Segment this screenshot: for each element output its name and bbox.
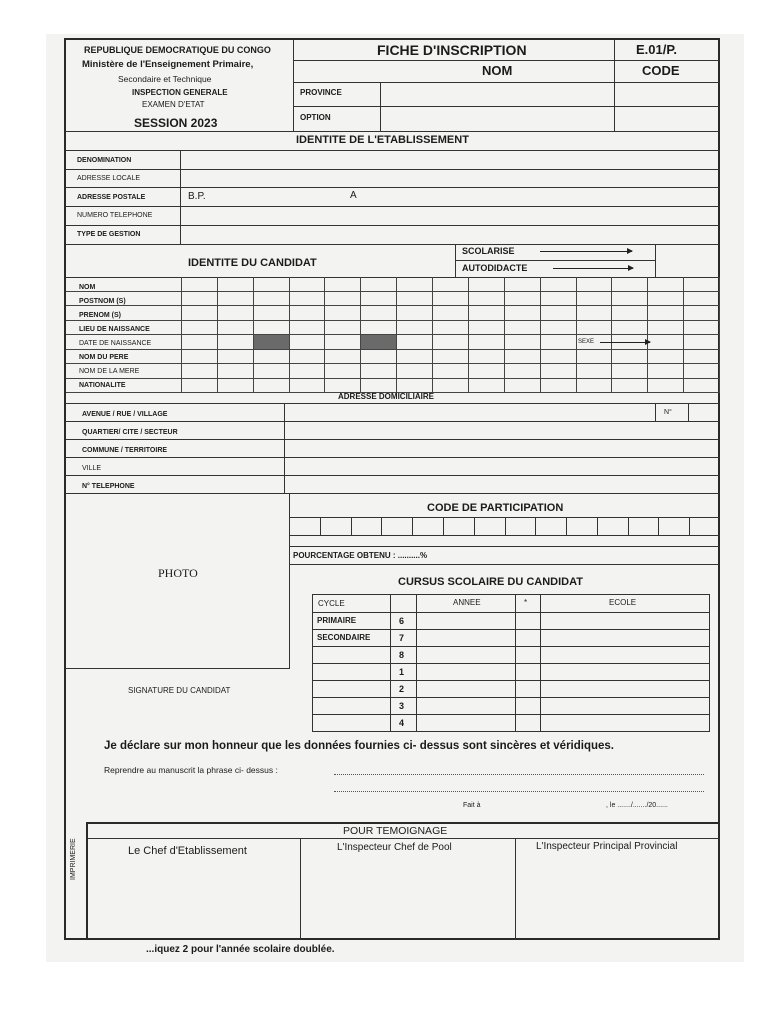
cand-label-pere: NOM DU PERE [79,354,129,361]
candidat-char-cell[interactable] [648,335,684,350]
candidat-char-cell[interactable] [325,321,361,336]
candidat-char-cell[interactable] [325,277,361,292]
candidat-char-cell[interactable] [361,335,397,350]
cursus-header-cycle: CYCLE [318,599,345,608]
candidat-char-cell[interactable] [218,306,254,321]
candidat-char-cell[interactable] [397,306,433,321]
adr-label-ville: VILLE [82,465,102,472]
candidat-char-cell[interactable] [254,364,290,379]
code-box-divider [351,518,352,536]
pourcentage-label: POURCENTAGE OBTENU : ..........% [293,551,428,560]
candidat-char-cell[interactable] [290,306,326,321]
candidat-char-cell[interactable] [325,364,361,379]
cursus-cycle-primaire: PRIMAIRE [317,616,357,625]
code-box-divider [412,518,413,536]
candidat-char-cell[interactable] [182,379,218,394]
code-participation-grid [289,517,720,536]
adr-label-telephone: N° TELEPHONE [82,483,135,490]
candidat-char-cell[interactable] [469,292,505,307]
candidat-char-cell[interactable] [505,277,541,292]
candidat-char-cell[interactable] [361,277,397,292]
option-label: OPTION [300,113,331,122]
candidat-char-cell[interactable] [361,321,397,336]
cursus-year-3: 3 [399,701,405,711]
candidat-char-cell[interactable] [684,364,720,379]
candidat-char-cell[interactable] [469,364,505,379]
cursus-year-4: 4 [399,718,405,728]
candidat-title: IDENTITE DU CANDIDAT [188,257,317,269]
cand-label-prenom: PRENOM (S) [79,312,121,319]
candidat-char-cell[interactable] [577,350,613,365]
code-box-divider [474,518,475,536]
candidat-char-cell[interactable] [397,292,433,307]
adresse-title: ADRESSE DOMICILIAIRE [338,392,435,401]
candidat-char-cell[interactable] [433,306,469,321]
candidat-char-cell[interactable] [684,277,720,292]
candidat-char-cell[interactable] [684,306,720,321]
form-title: FICHE D'INSCRIPTION [377,42,527,58]
cand-label-postnom: POSTNOM (S) [79,298,126,305]
candidat-char-cell[interactable] [648,292,684,307]
candidat-char-cell[interactable] [648,364,684,379]
bp-label: B.P. [188,191,206,202]
candidat-char-cell[interactable] [541,364,577,379]
candidat-char-cell[interactable] [541,292,577,307]
candidat-char-cell[interactable] [469,306,505,321]
candidat-char-cell[interactable] [505,379,541,394]
candidat-char-cell[interactable] [325,379,361,394]
candidat-char-cell[interactable] [325,350,361,365]
candidat-char-cell[interactable] [577,321,613,336]
ministry-name: Ministère de l'Enseignement Primaire, [82,59,254,70]
candidat-char-cell[interactable] [505,306,541,321]
temoignage-title: POUR TEMOIGNAGE [343,825,448,837]
code-box-divider [505,518,506,536]
candidat-char-cell[interactable] [541,350,577,365]
fait-label: Fait à [463,802,481,809]
candidat-char-cell[interactable] [325,306,361,321]
candidat-char-cell[interactable] [361,350,397,365]
candidat-char-cell[interactable] [541,306,577,321]
candidat-char-cell[interactable] [254,350,290,365]
candidat-char-cell[interactable] [433,364,469,379]
candidat-char-cell[interactable] [505,335,541,350]
candidat-char-cell[interactable] [290,379,326,394]
scolarise-arrow [540,251,632,252]
candidat-char-cell[interactable] [361,306,397,321]
candidat-char-cell[interactable] [648,350,684,365]
candidat-char-cell[interactable] [254,335,290,350]
candidat-char-cell[interactable] [577,292,613,307]
signature-label: SIGNATURE DU CANDIDAT [128,686,231,695]
candidat-char-cell[interactable] [182,277,218,292]
cand-label-lieu: LIEU DE NAISSANCE [79,326,150,333]
candidat-char-cell[interactable] [577,364,613,379]
candidat-char-cell[interactable] [505,292,541,307]
candidat-char-cell[interactable] [541,335,577,350]
candidat-char-cell[interactable] [684,350,720,365]
candidat-char-cell[interactable] [541,321,577,336]
candidat-char-cell[interactable] [648,306,684,321]
candidat-char-cell[interactable] [218,350,254,365]
code-box-divider [443,518,444,536]
candidat-char-cell[interactable] [541,379,577,394]
row-label-adresse-postale: ADRESSE POSTALE [77,194,146,201]
candidat-char-cell[interactable] [290,277,326,292]
candidat-char-cell[interactable] [648,277,684,292]
autodidacte-label: AUTODIDACTE [462,263,528,273]
cursus-header-ecole: ECOLE [609,598,637,607]
temoin-inspecteur-pool: L'Inspecteur Chef de Pool [337,842,452,853]
candidat-char-cell[interactable] [325,335,361,350]
candidat-char-cell[interactable] [397,321,433,336]
temoin-chef-etablissement: Le Chef d'Etablissement [128,845,247,857]
cand-label-mere: NOM DE LA MERE [79,368,140,375]
code-box-divider [566,518,567,536]
candidat-char-cell[interactable] [433,277,469,292]
candidat-char-cell[interactable] [218,277,254,292]
candidat-char-cell[interactable] [397,350,433,365]
candidat-char-cell[interactable] [577,379,613,394]
candidat-char-cell[interactable] [505,321,541,336]
candidat-char-cell[interactable] [290,350,326,365]
cursus-year-7: 7 [399,633,405,643]
candidat-char-cell[interactable] [397,277,433,292]
cand-label-nom: NOM [79,284,96,291]
candidat-char-cell[interactable] [254,321,290,336]
row-label-numero-telephone: NUMERO TELEPHONE [77,212,153,219]
candidat-char-cell[interactable] [612,292,648,307]
code-box-divider [658,518,659,536]
ministry-subtitle: Secondaire et Technique [118,74,212,84]
candidat-char-cell[interactable] [182,321,218,336]
country-name: REPUBLIQUE DEMOCRATIQUE DU CONGO [84,45,271,55]
code-box-divider [535,518,536,536]
declaration-text: Je déclare sur mon honneur que les données fournies ci- dessus sont sincères et véridiques. [104,740,614,752]
candidat-char-cell[interactable] [254,277,290,292]
candidat-char-cell[interactable] [684,292,720,307]
row-label-denomination: DENOMINATION [77,157,132,164]
cursus-header-annee: ANNEE [453,598,481,607]
cursus-year-1: 1 [399,667,405,677]
candidat-char-cell[interactable] [182,292,218,307]
candidat-char-cell[interactable] [469,335,505,350]
candidat-char-cell[interactable] [290,321,326,336]
cursus-title: CURSUS SCOLAIRE DU CANDIDAT [398,576,583,588]
row-label-type-gestion: TYPE DE GESTION [77,231,141,238]
adr-label-avenue: AVENUE / RUE / VILLAGE [82,411,168,418]
candidat-char-cell[interactable] [361,379,397,394]
candidat-char-cell[interactable] [505,364,541,379]
candidat-char-cell[interactable] [541,277,577,292]
row-label-adresse-locale: ADRESSE LOCALE [77,175,141,182]
candidat-char-cell[interactable] [433,321,469,336]
adr-label-commune: COMMUNE / TERRITOIRE [82,447,168,454]
candidat-char-cell[interactable] [361,364,397,379]
cand-label-date: DATE DE NAISSANCE [79,340,152,347]
candidat-char-cell[interactable] [182,306,218,321]
province-label: PROVINCE [300,88,342,97]
candidat-char-cell[interactable] [577,306,613,321]
candidat-char-cell[interactable] [182,335,218,350]
cursus-year-8: 8 [399,650,405,660]
candidat-char-cell[interactable] [684,335,720,350]
candidat-char-cell[interactable] [505,350,541,365]
temoin-inspecteur-provincial: L'Inspecteur Principal Provincial [536,841,678,852]
candidat-char-cell[interactable] [218,321,254,336]
adr-label-quartier: QUARTIER/ CITE / SECTEUR [82,429,178,436]
candidat-char-cell[interactable] [612,350,648,365]
candidat-char-cell[interactable] [469,277,505,292]
numero-label: N° [664,409,672,416]
candidat-char-cell[interactable] [612,306,648,321]
candidat-char-cell[interactable] [397,379,433,394]
candidat-char-cell[interactable] [612,277,648,292]
footer-note: ...iquez 2 pour l'année scolaire doublée. [146,944,335,955]
candidat-char-cell[interactable] [218,379,254,394]
candidat-char-cell[interactable] [433,379,469,394]
candidat-char-cell[interactable] [648,379,684,394]
code-box-divider [597,518,598,536]
cursus-cycle-secondaire: SECONDAIRE [317,633,371,642]
candidat-char-cell[interactable] [182,350,218,365]
session-label: SESSION 2023 [134,116,218,130]
candidat-char-cell[interactable] [218,335,254,350]
candidat-char-cell[interactable] [469,321,505,336]
form-code: E.01/P. [636,42,677,57]
candidat-char-cell[interactable] [254,379,290,394]
a-label: A [350,190,357,201]
candidat-char-cell[interactable] [397,335,433,350]
code-box-divider [628,518,629,536]
photo-label: PHOTO [158,566,198,580]
candidat-char-cell[interactable] [182,364,218,379]
autodidacte-arrow [553,268,633,269]
cursus-year-6: 6 [399,616,405,626]
cand-label-nationalite: NATIONALITE [79,382,126,389]
code-box-divider [689,518,690,536]
cursus-header-star: * [524,598,528,607]
candidat-char-cell[interactable] [254,306,290,321]
scolarise-label: SCOLARISE [462,246,515,256]
col-code-header: CODE [642,63,680,78]
candidat-grid [66,277,720,393]
candidat-char-cell[interactable] [254,292,290,307]
candidat-char-cell[interactable] [361,292,397,307]
candidat-char-cell[interactable] [433,292,469,307]
date-label: , le ......./......./20...... [606,802,668,809]
cursus-year-2: 2 [399,684,405,694]
candidat-char-cell[interactable] [648,321,684,336]
candidat-char-cell[interactable] [612,364,648,379]
candidat-char-cell[interactable] [612,379,648,394]
sexe-arrow [600,342,650,343]
candidat-char-cell[interactable] [218,292,254,307]
sexe-label: SEXE [578,339,595,345]
candidat-char-cell[interactable] [397,364,433,379]
col-nom-header: NOM [482,63,513,78]
code-box-divider [381,518,382,536]
candidat-char-cell[interactable] [433,335,469,350]
candidat-char-cell[interactable] [684,379,720,394]
reprendre-label: Reprendre au manuscrit la phrase ci- dessus : [104,765,278,775]
candidat-char-cell[interactable] [290,364,326,379]
reprendre-line-2 [334,791,704,792]
candidat-char-cell[interactable] [290,335,326,350]
candidat-char-cell[interactable] [612,321,648,336]
etablissement-title: IDENTITE DE L'ETABLISSEMENT [296,134,469,146]
candidat-char-cell[interactable] [325,292,361,307]
candidat-char-cell[interactable] [290,292,326,307]
inspection-name: INSPECTION GENERALE [132,88,228,97]
candidat-char-cell[interactable] [433,350,469,365]
candidat-char-cell[interactable] [684,321,720,336]
candidat-char-cell[interactable] [469,350,505,365]
candidat-char-cell[interactable] [218,364,254,379]
exam-name: EXAMEN D'ETAT [142,100,205,109]
code-box-divider [320,518,321,536]
candidat-char-cell[interactable] [469,379,505,394]
reprendre-line-1 [334,774,704,775]
cursus-table [312,594,710,732]
candidat-char-cell[interactable] [577,277,613,292]
participation-title: CODE DE PARTICIPATION [427,502,564,514]
side-print-text: IMPRIMERIE [70,838,77,880]
